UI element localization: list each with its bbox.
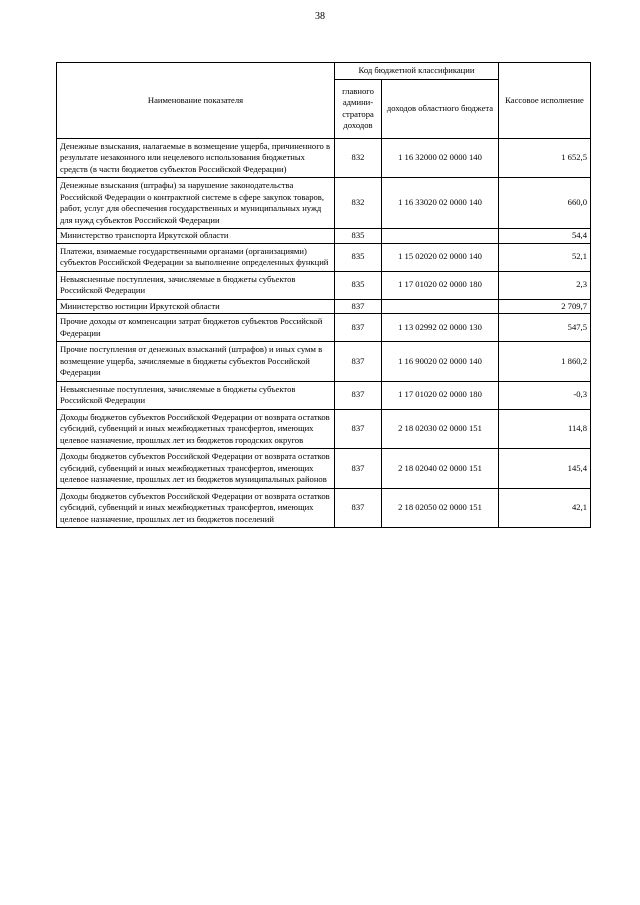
row-income-code: 1 16 90020 02 0000 140 bbox=[382, 342, 499, 382]
row-income-code: 1 13 02992 02 0000 130 bbox=[382, 314, 499, 342]
row-cash-value: 660,0 bbox=[499, 178, 591, 229]
table-row bbox=[57, 488, 591, 528]
row-admin-code: 837 bbox=[335, 449, 382, 489]
row-name: Доходы бюджетов субъектов Российской Федерации от возврата остатков субсидий, субвенций и иных межбюджетных трансфертов, имеющих целевое назначение, прошлых лет из бюджетов городских округов bbox=[57, 409, 335, 449]
row-cash-value: 1 652,5 bbox=[499, 138, 591, 178]
row-name: Платежи, взимаемые государственными органами (организациями) субъектов Российской Федерации за выполнение определенных функций bbox=[57, 243, 335, 271]
header-name: Наименование показателя bbox=[57, 63, 335, 139]
row-admin-code: 832 bbox=[335, 138, 382, 178]
row-admin-code: 837 bbox=[335, 342, 382, 382]
row-admin-code: 837 bbox=[335, 314, 382, 342]
row-cash-value: 2 709,7 bbox=[499, 299, 591, 314]
header-budget-classification: Код бюджетной классификации bbox=[335, 63, 499, 80]
row-income-code: 1 17 01020 02 0000 180 bbox=[382, 381, 499, 409]
table-row bbox=[57, 314, 591, 342]
row-admin-code: 837 bbox=[335, 488, 382, 528]
row-name: Невыясненные поступления, зачисляемые в бюджеты субъектов Российской Федерации bbox=[57, 381, 335, 409]
table-row bbox=[57, 178, 591, 229]
row-cash-value: 42,1 bbox=[499, 488, 591, 528]
table-row bbox=[57, 342, 591, 382]
row-admin-code: 835 bbox=[335, 229, 382, 244]
row-income-code: 2 18 02050 02 0000 151 bbox=[382, 488, 499, 528]
row-cash-value: 54,4 bbox=[499, 229, 591, 244]
row-name: Денежные взыскания (штрафы) за нарушение законодательства Российской Федерации о контрактной системе в сфере закупок товаров, работ, услуг для обеспечения государственных и муниципальных нужд для нужд субъектов Российской Федерации bbox=[57, 178, 335, 229]
header-row-top bbox=[57, 63, 591, 80]
department-row bbox=[57, 299, 591, 314]
table-row bbox=[57, 381, 591, 409]
row-name: Доходы бюджетов субъектов Российской Федерации от возврата остатков субсидий, субвенций и иных межбюджетных трансфертов, имеющих целевое назначение, прошлых лет из бюджетов муниципальных районов bbox=[57, 449, 335, 489]
row-name: Министерство юстиции Иркутской области bbox=[57, 299, 335, 314]
table-row bbox=[57, 243, 591, 271]
row-income-code: 2 18 02040 02 0000 151 bbox=[382, 449, 499, 489]
row-cash-value: 145,4 bbox=[499, 449, 591, 489]
row-admin-code: 837 bbox=[335, 299, 382, 314]
row-income-code bbox=[382, 229, 499, 244]
table-body bbox=[57, 138, 591, 528]
row-name: Прочие доходы от компенсации затрат бюджетов субъектов Российской Федерации bbox=[57, 314, 335, 342]
row-name: Невыясненные поступления, зачисляемые в бюджеты субъектов Российской Федерации bbox=[57, 271, 335, 299]
table-row bbox=[57, 271, 591, 299]
table-row bbox=[57, 409, 591, 449]
header-income: доходов областного бюджета bbox=[382, 79, 499, 138]
row-cash-value: -0,3 bbox=[499, 381, 591, 409]
table-row bbox=[57, 138, 591, 178]
row-income-code: 2 18 02030 02 0000 151 bbox=[382, 409, 499, 449]
row-income-code bbox=[382, 299, 499, 314]
budget-table bbox=[56, 62, 591, 528]
row-income-code: 1 17 01020 02 0000 180 bbox=[382, 271, 499, 299]
row-cash-value: 2,3 bbox=[499, 271, 591, 299]
row-name: Денежные взыскания, налагаемые в возмещение ущерба, причиненного в результате незаконного или нецелевого использования бюджетных средств (в части бюджетов субъектов Российской Федерации) bbox=[57, 138, 335, 178]
row-admin-code: 835 bbox=[335, 271, 382, 299]
row-name: Министерство транспорта Иркутской области bbox=[57, 229, 335, 244]
table-row bbox=[57, 449, 591, 489]
row-name: Прочие поступления от денежных взысканий (штрафов) и иных сумм в возмещение ущерба, зачисляемые в бюджеты субъектов Российской Федерации bbox=[57, 342, 335, 382]
row-cash-value: 1 860,2 bbox=[499, 342, 591, 382]
row-admin-code: 832 bbox=[335, 178, 382, 229]
page-number: 38 bbox=[315, 11, 325, 22]
department-row bbox=[57, 229, 591, 244]
row-admin-code: 835 bbox=[335, 243, 382, 271]
row-admin-code: 837 bbox=[335, 409, 382, 449]
header-admin: главного админи-стратора доходов bbox=[335, 79, 382, 138]
row-cash-value: 114,8 bbox=[499, 409, 591, 449]
row-income-code: 1 16 33020 02 0000 140 bbox=[382, 178, 499, 229]
row-cash-value: 52,1 bbox=[499, 243, 591, 271]
row-income-code: 1 15 02020 02 0000 140 bbox=[382, 243, 499, 271]
row-cash-value: 547,5 bbox=[499, 314, 591, 342]
row-admin-code: 837 bbox=[335, 381, 382, 409]
header-cash-execution: Кассовое исполнение bbox=[499, 63, 591, 139]
row-income-code: 1 16 32000 02 0000 140 bbox=[382, 138, 499, 178]
row-name: Доходы бюджетов субъектов Российской Федерации от возврата остатков субсидий, субвенций и иных межбюджетных трансфертов, имеющих целевое назначение, прошлых лет из бюджетов поселений bbox=[57, 488, 335, 528]
